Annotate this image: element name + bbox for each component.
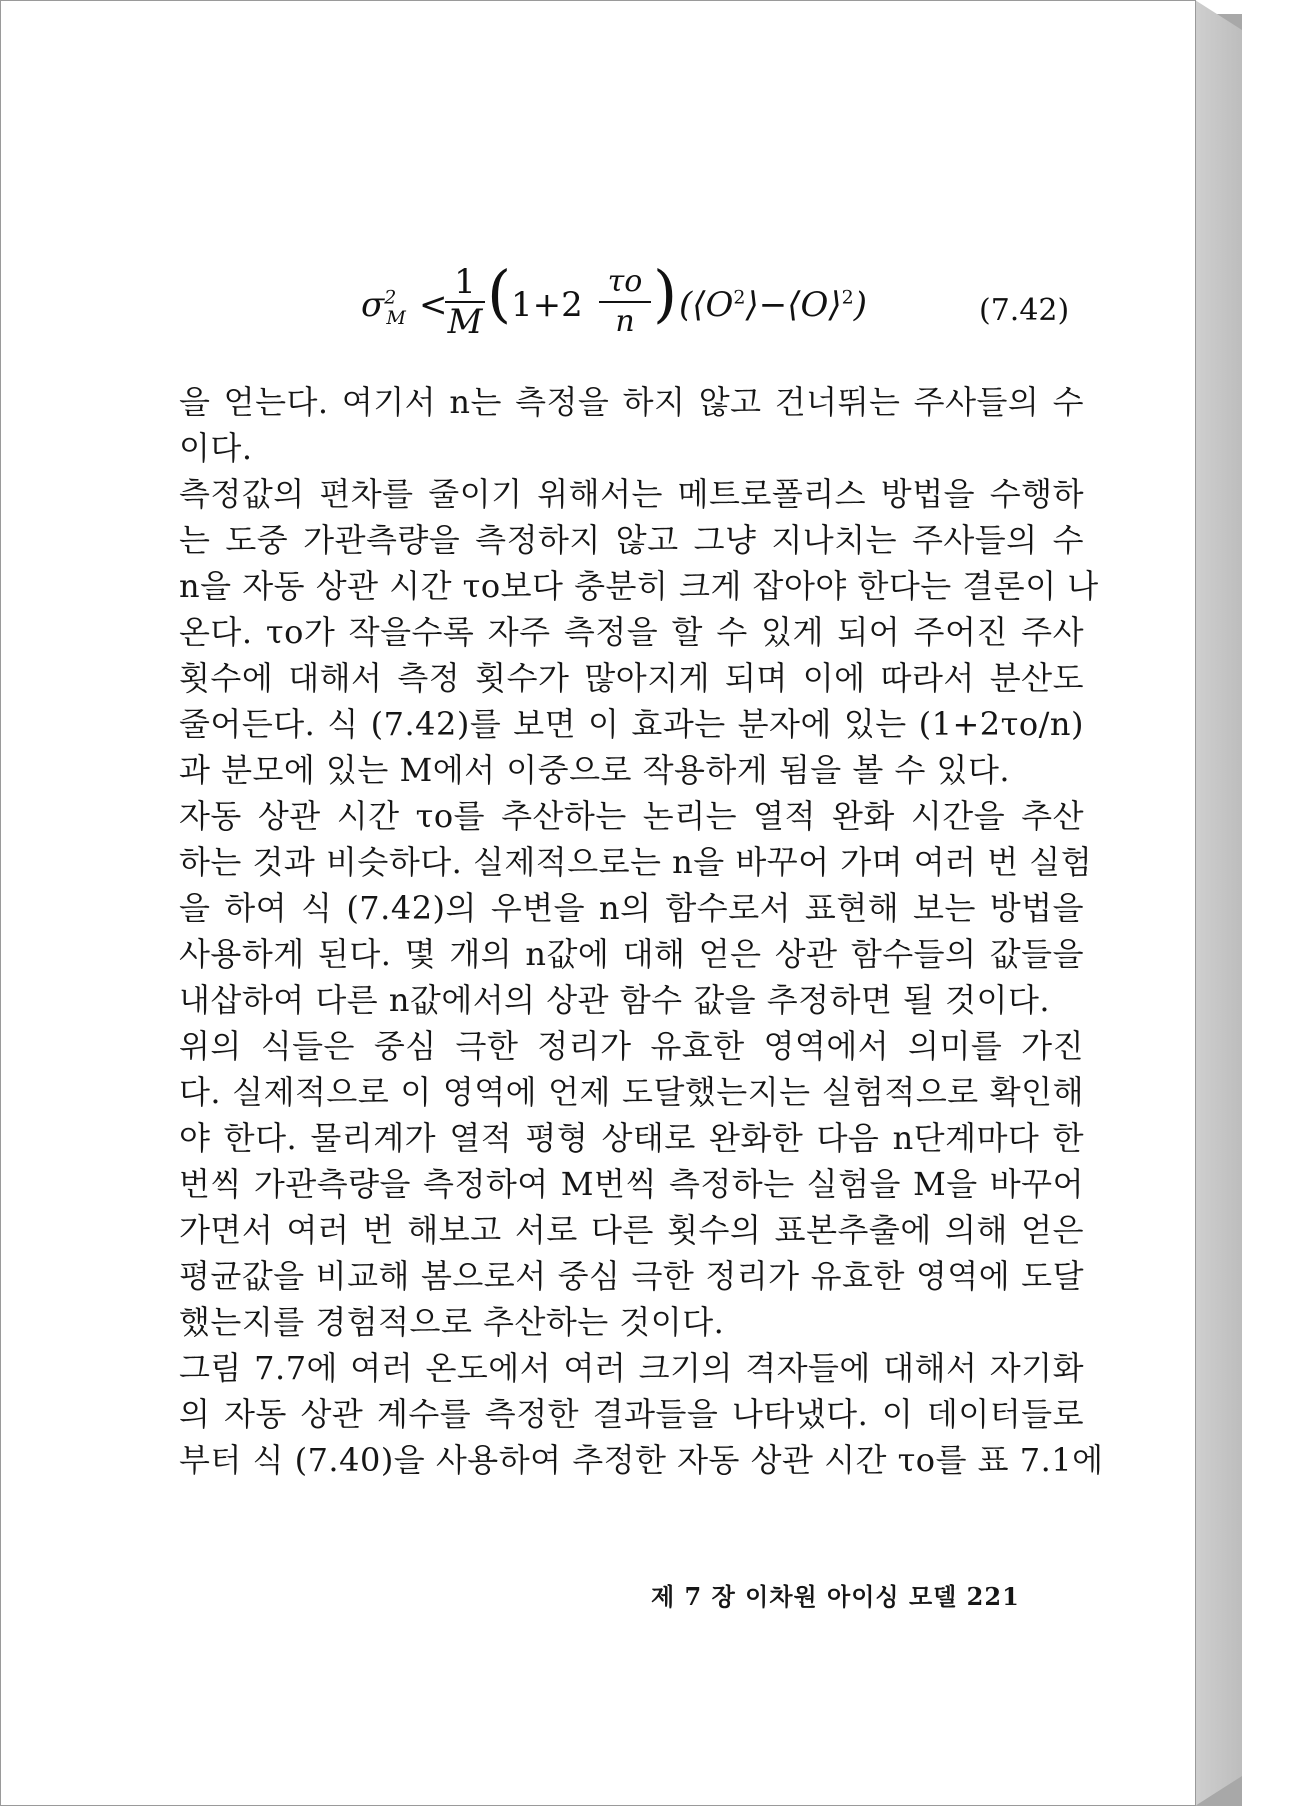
- text-line: 야 한다. 물리계가 열적 평형 상태로 완화한 다음 n단계마다 한: [179, 1119, 1084, 1157]
- text-line: 온다. τo가 작을수록 자주 측정을 할 수 있게 되어 주어진 주사: [179, 613, 1084, 651]
- text-line: 했는지를 경험적으로 추산하는 것이다.: [179, 1303, 725, 1341]
- text-line: 는 도중 가관측량을 측정하지 않고 그냥 지나치는 주사들의 수: [179, 521, 1084, 559]
- text-line: 다. 실제적으로 이 영역에 언제 도달했는지는 실험적으로 확인해: [179, 1073, 1084, 1111]
- left-paren: (: [487, 257, 512, 330]
- text-line: 측정값의 편차를 줄이기 위해서는 메트로폴리스 방법을 수행하: [179, 475, 1084, 513]
- fraction-one-over-m: $\frac{1}{M}$: [445, 263, 485, 341]
- text-line: 의 자동 상관 계수를 측정한 결과들을 나타냈다. 이 데이터들로: [179, 1395, 1084, 1433]
- page-edge: [1195, 0, 1242, 1806]
- text-line: 하는 것과 비슷하다. 실제적으로는 n을 바꾸어 가며 여러 번 실험: [179, 843, 1093, 881]
- text-line: 자동 상관 시간 τo를 추산하는 논리는 열적 완화 시간을 추산: [179, 797, 1084, 835]
- text-line: 부터 식 (7.40)을 사용하여 추정한 자동 상관 시간 τo를 표 7.1에: [179, 1441, 1104, 1479]
- equation-number: (7.42): [979, 293, 1070, 328]
- text-line: 을 얻는다. 여기서 n는 측정을 하지 않고 건너뛰는 주사들의 수: [179, 383, 1084, 421]
- text-line: 을 하여 식 (7.42)의 우변을 n의 함수로서 표현해 보는 방법을: [179, 889, 1084, 927]
- text-line: 위의 식들은 중심 극한 정리가 유효한 영역에서 의미를 가진: [179, 1027, 1084, 1065]
- fraction-tau-over-n: $\frac{\tau o}{n}$: [599, 263, 651, 341]
- text-line: 줄어든다. 식 (7.42)를 보면 이 효과는 분자에 있는 (1+2τo/n): [179, 705, 1084, 743]
- equation-variance: $(⟨O^2⟩-⟨O⟩^2)$: [679, 285, 868, 325]
- text-line: n을 자동 상관 시간 τo보다 충분히 크게 잡아야 한다는 결론이 나: [179, 567, 1099, 605]
- text-line: 과 분모에 있는 M에서 이중으로 작용하게 됨을 볼 수 있다.: [179, 751, 1011, 789]
- equation-inner: 1+2: [511, 285, 583, 325]
- text-line: 평균값을 비교해 봄으로서 중심 극한 정리가 유효한 영역에 도달: [179, 1257, 1084, 1295]
- text-line: 내삽하여 다른 n값에서의 상관 함수 값을 추정하면 될 것이다.: [179, 981, 1051, 1019]
- text-line: 사용하게 된다. 몇 개의 n값에 대해 얻은 상관 함수들의 값들을: [179, 935, 1084, 973]
- equation-7-42: [361, 259, 1061, 355]
- text-line: 번씩 가관측량을 측정하여 M번씩 측정하는 실험을 M을 바꾸어: [179, 1165, 1084, 1203]
- text-line: 횟수에 대해서 측정 횟수가 많아지게 되며 이에 따라서 분산도: [179, 659, 1084, 697]
- less-than-sign: <: [419, 285, 448, 325]
- text-line: 그림 7.7에 여러 온도에서 여러 크기의 격자들에 대해서 자기화: [179, 1349, 1084, 1387]
- text-line: 가면서 여러 번 해보고 서로 다른 횟수의 표본추출에 의해 얻은: [179, 1211, 1084, 1249]
- equation-lhs: $\sigma^2_M$: [361, 285, 406, 329]
- text-line: 이다.: [179, 429, 253, 467]
- right-paren: ): [653, 257, 678, 330]
- page-footer: 제 7 장 이차원 아이싱 모델 221: [651, 1582, 1020, 1611]
